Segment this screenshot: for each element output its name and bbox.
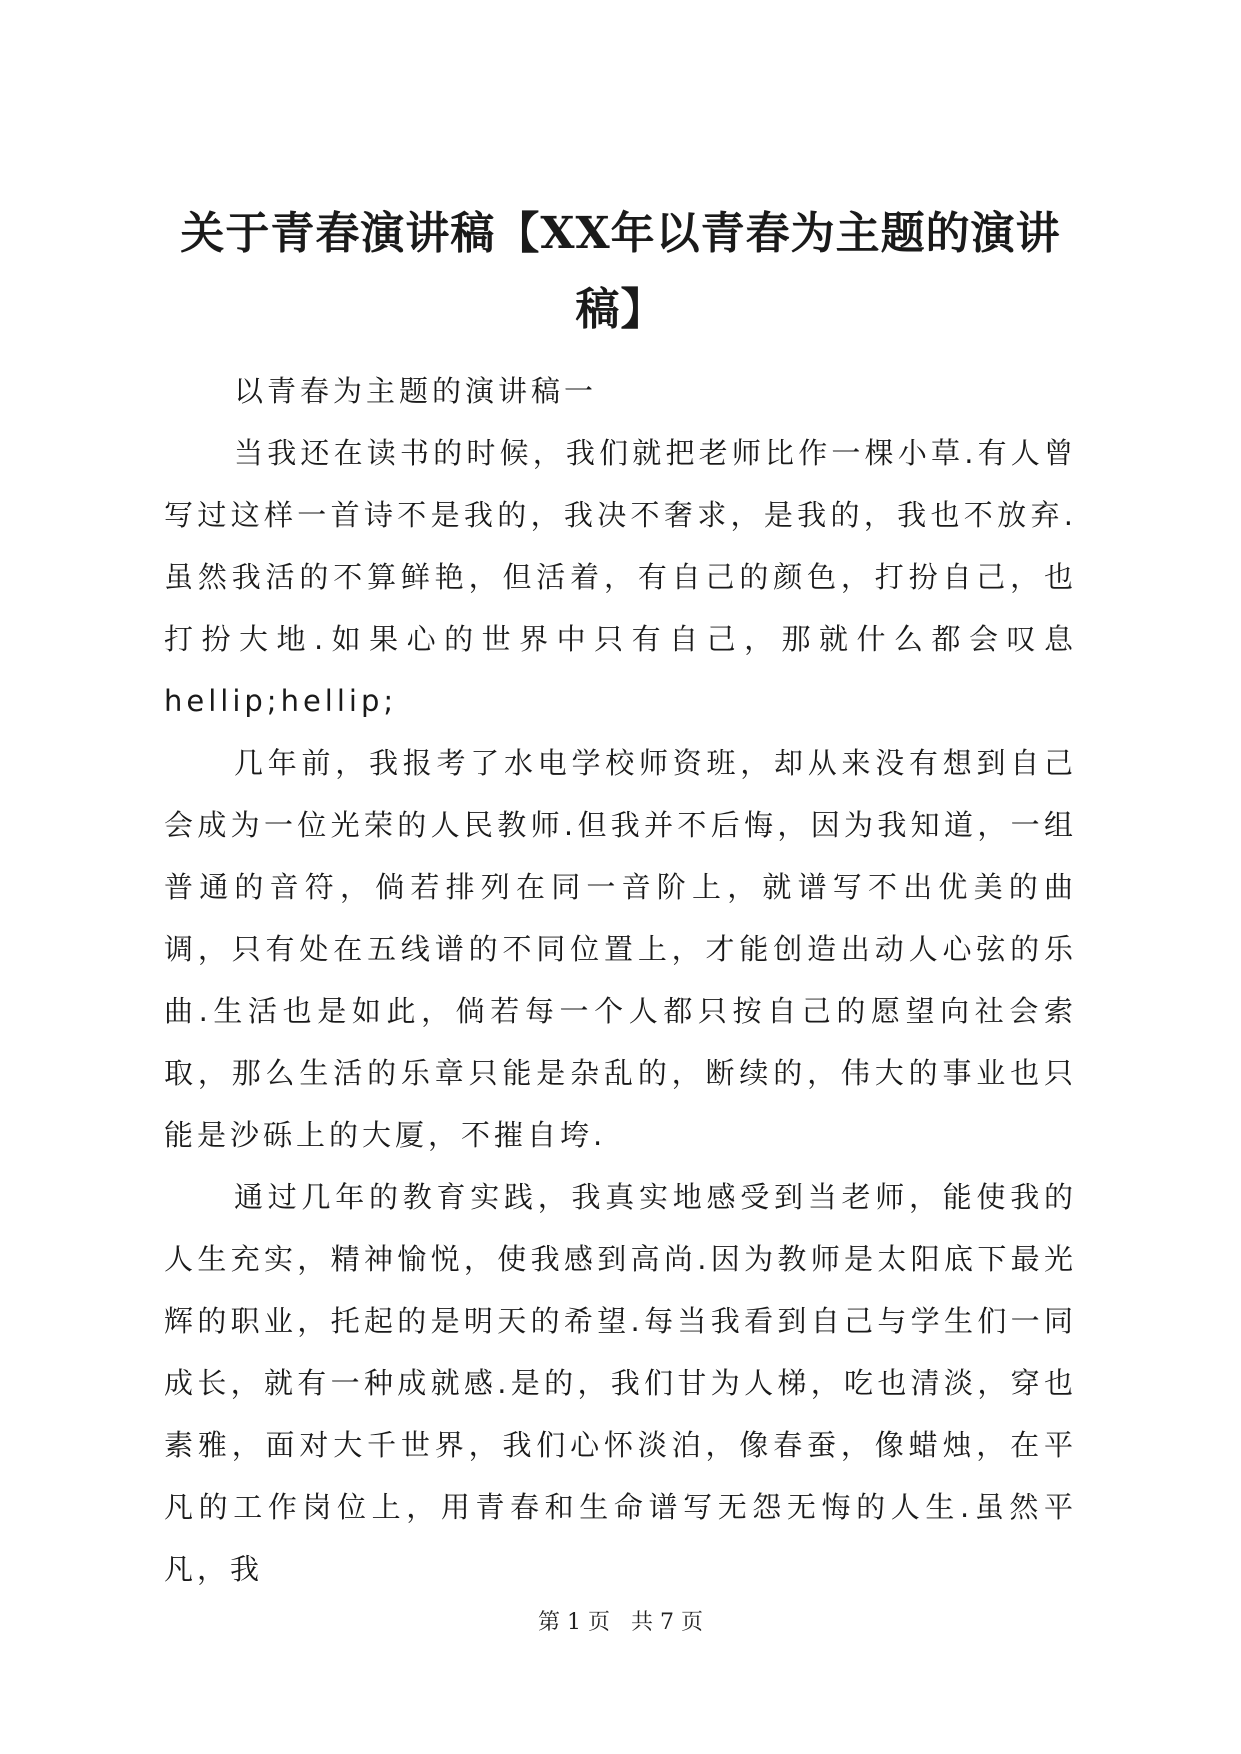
paragraph-2: 几年前，我报考了水电学校师资班，却从来没有想到自己会成为一位光荣的人民教师.但我并不后悔，因为我知道，一组普通的音符，倘若排列在同一音阶上，就谱写不出优美的曲调，只有处在五线谱的不同位置上，才能创造出动人心弦的乐曲.生活也是如此，倘若每一个人都只按自己的愿望向社会索取，那么生活的乐章只能是杂乱的，断续的，伟大的事业也只能是沙砾上的大厦，不摧自垮. <box>164 746 1077 1152</box>
document-body <box>164 360 1077 1600</box>
paragraph-3: 通过几年的教育实践，我真实地感受到当老师，能使我的人生充实，精神愉悦，使我感到高尚.因为教师是太阳底下最光辉的职业，托起的是明天的希望.每当我看到自己与学生们一同成长，就有一种成就感.是的，我们甘为人梯，吃也清淡，穿也素雅，面对大千世界，我们心怀淡泊，像春蚕，像蜡烛，在平凡的工作岗位上，用青春和生命谱写无怨无悔的人生.虽然平凡，我 <box>164 1180 1077 1586</box>
paragraph-1: 当我还在读书的时候，我们就把老师比作一棵小草.有人曾写过这样一首诗不是我的，我决不奢求，是我的，我也不放弃.虽然我活的不算鲜艳，但活着，有自己的颜色，打扮自己，也打扮大地.如果心的世界中只有自己，那就什么都会叹息hellip;hellip; <box>164 436 1077 718</box>
page-number: 第 1 页 <box>538 1610 610 1635</box>
page-total: 共 7 页 <box>631 1610 703 1635</box>
page-footer <box>0 1608 1241 1638</box>
document-title: 关于青春演讲稿【XX年以青春为主题的演讲稿】 <box>180 208 1061 335</box>
subheading: 以青春为主题的演讲稿一 <box>234 374 598 408</box>
